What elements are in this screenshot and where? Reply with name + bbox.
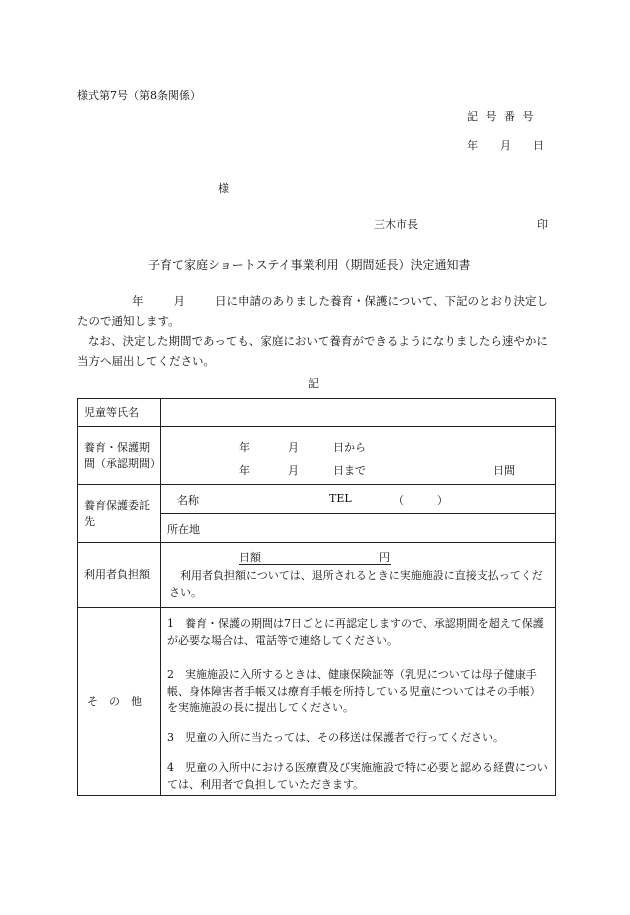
row-cost	[78, 543, 556, 608]
body-paragraph-2: なお、決定した期間であっても、家庭において養育ができるようになりましたら速やかに当方へ届出してください。	[77, 334, 548, 368]
period-row1-year: 年	[239, 441, 250, 454]
facility-name-label: 名称	[177, 494, 199, 507]
period-label: 養育・保護期間（承認期間）	[78, 427, 161, 485]
facility-tel-label: TEL	[329, 492, 352, 505]
cost-label: 利用者負担額	[78, 543, 161, 608]
period-days: 日間	[493, 464, 515, 477]
cost-yen: 円	[379, 551, 390, 564]
cost-daily-underline	[239, 549, 391, 565]
ki-heading: 記	[308, 377, 319, 390]
p1-year: 年	[132, 294, 144, 308]
facility-label: 養育保護委託先	[78, 485, 161, 543]
document-number-label: 記 号 番 号	[467, 110, 536, 123]
cost-note: 利用者負担額については、退所されるときに実施施設に直接支払ってください。	[169, 569, 543, 599]
cost-daily-label: 日額	[239, 551, 261, 564]
date-label: 年 月 日	[467, 139, 544, 152]
decision-table	[77, 398, 556, 796]
body-paragraph-1	[77, 291, 553, 331]
child-name-value	[161, 399, 556, 427]
period-cell	[161, 427, 556, 485]
row-child-name	[78, 399, 556, 427]
form-code: 様式第7号（第8条関係）	[77, 89, 201, 102]
other-item-4: 4 児童の入所中における医療費及び実施施設で特に必要と認める経費については、利用者で負担していただきます。	[167, 761, 548, 791]
other-item-3: 3 児童の入所に当たっては、その移送は保護者で行ってください。	[167, 731, 504, 744]
cost-cell	[161, 543, 556, 608]
row-period	[78, 427, 556, 485]
addressee-suffix: 様	[218, 182, 229, 195]
period-row2-year: 年	[239, 464, 250, 477]
facility-address-label: 所在地	[167, 523, 200, 536]
p1-rest: 日に申請のありました養育・保護について、下記のとおり決定したので通知します。	[77, 294, 549, 328]
facility-tel-paren: （ ）	[393, 494, 448, 507]
row-facility-name	[78, 485, 556, 514]
period-row1-day: 日から	[333, 441, 366, 454]
period-row2-month: 月	[288, 464, 299, 477]
other-item-2: 2 実施施設に入所するときは、健康保険証等（乳児については母子健康手帳、身体障害者手帳又は療育手帳を所持している児童についてはその手帳）を実施施設の長に提出してください。	[167, 668, 541, 714]
child-name-label: 児童等氏名	[78, 399, 161, 427]
period-row1-month: 月	[288, 441, 299, 454]
row-other	[78, 608, 556, 796]
facility-address-cell	[161, 514, 556, 543]
seal-mark: 印	[537, 218, 548, 231]
p1-month: 月	[173, 294, 185, 308]
other-item-1: 1 養育・保護の期間は7日ごとに再認定しますので、承認期間を超えて保護が必要な場合は、電話等で連絡してください。	[167, 617, 544, 647]
issuer-name: 三木市長	[374, 218, 418, 231]
other-cell	[161, 608, 556, 796]
other-label: そ の 他	[78, 608, 161, 796]
period-row2-day: 日まで	[333, 464, 366, 477]
facility-name-cell	[161, 485, 556, 514]
document-title: 子育て家庭ショートステイ事業利用（期間延長）決定通知書	[148, 258, 471, 272]
